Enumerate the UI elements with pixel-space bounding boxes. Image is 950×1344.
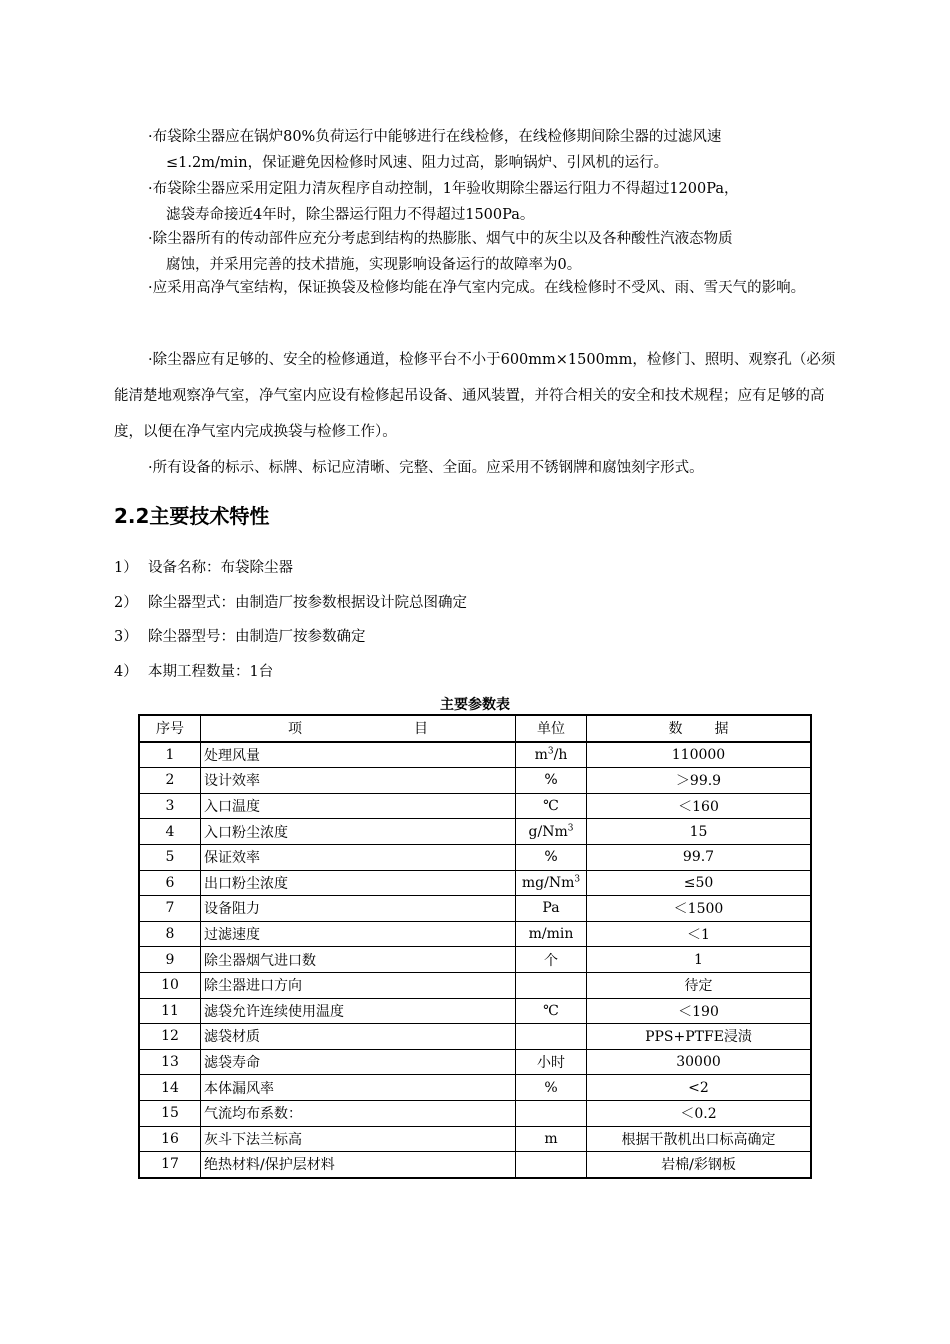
header-unit: 单位	[516, 715, 587, 742]
bullet-line: ·除尘器所有的传动部件应充分考虑到结构的热膨胀、烟气中的灰尘以及各种酸性汽液态物质	[148, 231, 733, 247]
cell-data: ＜190	[587, 998, 812, 1024]
cell-unit: g/Nm$^3$	[516, 819, 587, 845]
paragraph-labels: ·所有设备的标示、标牌、标记应清晰、完整、全面。应采用不锈钢牌和腐蚀刻字形式。	[148, 460, 704, 476]
cell-no: 7	[139, 896, 201, 922]
spec-text: 除尘器型式：由制造厂按参数根据设计院总图确定	[148, 595, 467, 611]
spec-text: 设备名称：布袋除尘器	[148, 560, 293, 576]
cell-no: 3	[139, 793, 201, 819]
cell-data: ≤50	[587, 870, 812, 896]
table-row	[139, 1075, 811, 1101]
cell-data: 110000	[587, 742, 812, 768]
cell-item: 处理风量	[201, 742, 516, 768]
superscript-3: 3	[574, 874, 581, 885]
table-row	[139, 972, 811, 998]
cell-no: 5	[139, 844, 201, 870]
bullet-line: ·布袋除尘器应在锅炉80%负荷运行中能够进行在线检修，在线检修期间除尘器的过滤风速	[148, 129, 722, 145]
cell-data: 30000	[587, 1049, 812, 1075]
spec-item	[114, 556, 293, 577]
table-row	[139, 1100, 811, 1126]
cell-no: 17	[139, 1152, 201, 1178]
spec-number: 2）	[114, 595, 138, 611]
table-row	[139, 793, 811, 819]
table-row	[139, 768, 811, 794]
header-item-label: 项目	[288, 721, 428, 738]
cell-data: ＜1	[587, 921, 812, 947]
header-item	[201, 715, 516, 742]
section-heading: 2.2主要技术特性	[114, 504, 270, 528]
cell-data: 待定	[587, 972, 812, 998]
cell-no: 9	[139, 947, 201, 973]
cell-item: 本体漏风率	[201, 1075, 516, 1101]
parameters-table	[138, 714, 812, 1179]
cell-unit: %	[516, 768, 587, 794]
header-no: 序号	[139, 715, 201, 742]
cell-unit	[516, 1100, 587, 1126]
cell-item: 滤袋允许连续使用温度	[201, 998, 516, 1024]
spec-item	[114, 660, 273, 681]
cell-unit: $m^3/h$	[516, 742, 587, 768]
cell-unit: %	[516, 1075, 587, 1101]
cell-no: 14	[139, 1075, 201, 1101]
cell-unit: 小时	[516, 1049, 587, 1075]
bullet-online-maintenance	[148, 124, 838, 176]
table-row	[139, 870, 811, 896]
cell-data: ＜160	[587, 793, 812, 819]
cell-item: 绝热材料/保护层材料	[201, 1152, 516, 1178]
table-row	[139, 1152, 811, 1178]
cell-unit: %	[516, 844, 587, 870]
table-row	[139, 947, 811, 973]
bullet-continuation: ≤1.2m/min，保证避免因检修时风速、阻力过高，影响锅炉、引风机的运行。	[166, 155, 669, 171]
table-row	[139, 1024, 811, 1050]
cell-unit: 个	[516, 947, 587, 973]
cell-data: 根据干散机出口标高确定	[587, 1126, 812, 1152]
cell-unit	[516, 1024, 587, 1050]
cell-no: 2	[139, 768, 201, 794]
table-row	[139, 998, 811, 1024]
spec-text: 本期工程数量：1台	[148, 664, 274, 680]
cell-item: 气流均布系数：	[201, 1100, 516, 1126]
cell-unit: m	[516, 1126, 587, 1152]
table-row	[139, 1126, 811, 1152]
bullet-cleaning-control	[148, 176, 838, 228]
table-row	[139, 819, 811, 845]
spec-number: 1）	[114, 560, 138, 576]
spec-item	[114, 591, 467, 612]
cell-data: ＜1500	[587, 896, 812, 922]
cell-item: 设计效率	[201, 768, 516, 794]
table-row	[139, 921, 811, 947]
cell-item: 入口温度	[201, 793, 516, 819]
table-row	[139, 844, 811, 870]
superscript-3: 3	[567, 823, 574, 834]
cell-data: 15	[587, 819, 812, 845]
spec-item	[114, 625, 366, 646]
cell-no: 8	[139, 921, 201, 947]
table-row	[139, 1049, 811, 1075]
cell-no: 13	[139, 1049, 201, 1075]
cell-data: PPS+PTFE浸渍	[587, 1024, 812, 1050]
cell-item: 出口粉尘浓度	[201, 870, 516, 896]
cell-no: 10	[139, 972, 201, 998]
cell-unit	[516, 1152, 587, 1178]
cell-unit	[516, 972, 587, 998]
cell-no: 4	[139, 819, 201, 845]
cell-unit: mg/Nm$^3$	[516, 870, 587, 896]
cell-data: 岩棉/彩钢板	[587, 1152, 812, 1178]
cell-no: 1	[139, 742, 201, 768]
cell-item: 保证效率	[201, 844, 516, 870]
cell-unit: ℃	[516, 793, 587, 819]
table-row	[139, 742, 811, 768]
header-data-label: 数据	[668, 721, 729, 738]
spec-number: 4）	[114, 664, 138, 680]
superscript-3: 3	[547, 746, 554, 757]
cell-no: 16	[139, 1126, 201, 1152]
cell-unit: Pa	[516, 896, 587, 922]
header-data	[587, 715, 812, 742]
cell-unit: m/min	[516, 921, 587, 947]
cell-data: <2	[587, 1075, 812, 1101]
cell-item: 过滤速度	[201, 921, 516, 947]
bullet-line: ·布袋除尘器应采用定阻力清灰程序自动控制，1年验收期除尘器运行阻力不得超过1200Pa，	[148, 181, 739, 197]
paragraph-clean-room: ·应采用高净气室结构，保证换袋及检修均能在净气室内完成。在线检修时不受风、雨、雪天气的影响。	[148, 280, 806, 296]
table-row	[139, 896, 811, 922]
table-header-row	[139, 715, 811, 742]
cell-data: 1	[587, 947, 812, 973]
spec-text: 除尘器型号：由制造厂按参数确定	[148, 629, 366, 645]
cell-item: 除尘器进口方向	[201, 972, 516, 998]
cell-unit: ℃	[516, 998, 587, 1024]
cell-data: ＜0.2	[587, 1100, 812, 1126]
cell-item: 滤袋寿命	[201, 1049, 516, 1075]
cell-no: 12	[139, 1024, 201, 1050]
paragraph-maintenance-access: ·除尘器应有足够的、安全的检修通道，检修平台不小于600mm×1500mm，检修门、照明、观察孔（必须能清楚地观察净气室，净气室内应设有检修起吊设备、通风装置，并符合相关的安全和技术规程；应有足够的高度，以便在净气室内完成换袋与检修工作）。	[114, 352, 836, 440]
cell-item: 入口粉尘浓度	[201, 819, 516, 845]
bullet-continuation: 腐蚀，并采用完善的技术措施，实现影响设备运行的故障率为0。	[166, 257, 582, 273]
cell-item: 滤袋材质	[201, 1024, 516, 1050]
table-title: 主要参数表	[440, 697, 510, 713]
cell-item: 设备阻力	[201, 896, 516, 922]
spec-number: 3）	[114, 629, 138, 645]
cell-no: 11	[139, 998, 201, 1024]
bullet-continuation: 滤袋寿命接近4年时，除尘器运行阻力不得超过1500Pa。	[166, 207, 535, 223]
cell-data: 99.7	[587, 844, 812, 870]
cell-no: 6	[139, 870, 201, 896]
cell-item: 灰斗下法兰标高	[201, 1126, 516, 1152]
cell-no: 15	[139, 1100, 201, 1126]
cell-data: ＞99.9	[587, 768, 812, 794]
cell-item: 除尘器烟气进口数	[201, 947, 516, 973]
